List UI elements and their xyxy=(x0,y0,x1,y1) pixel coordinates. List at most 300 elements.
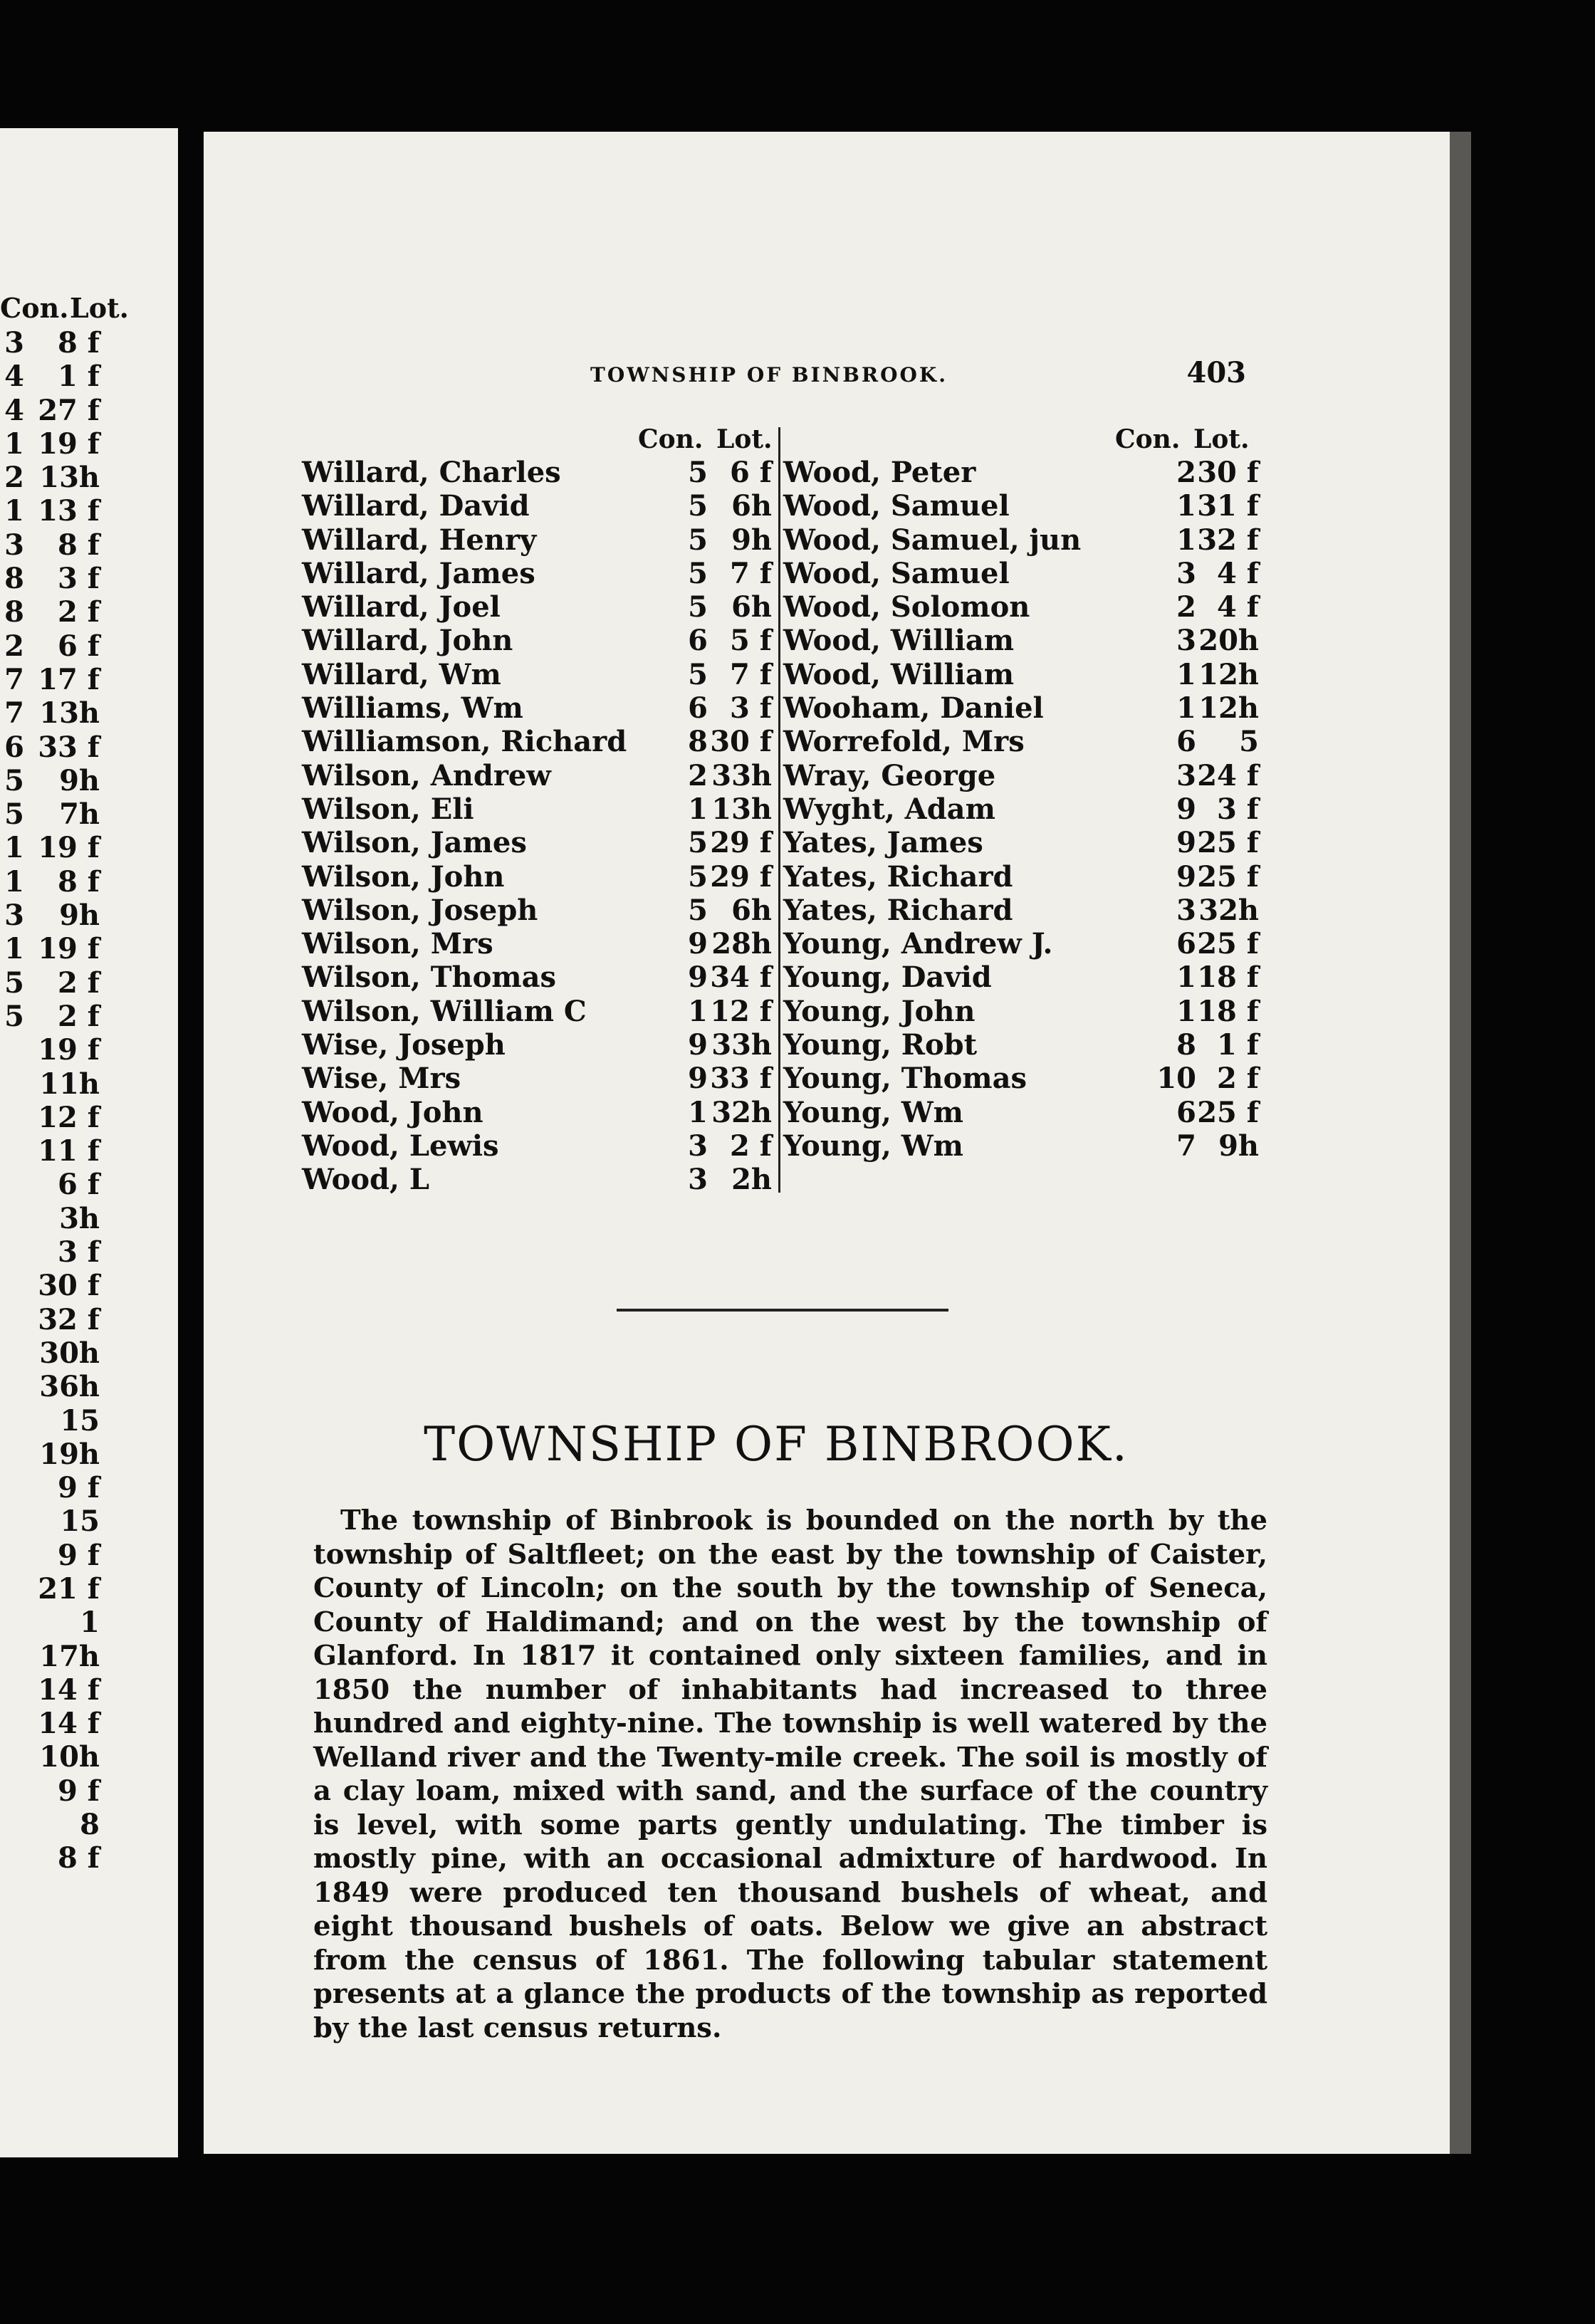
lot-number: 5 xyxy=(1239,725,1259,759)
section-title: TOWNSHIP OF BINBROOK. xyxy=(424,1417,1129,1472)
lot-number: 33h xyxy=(711,1028,772,1062)
concession-number: 6 xyxy=(1176,927,1196,961)
concession-number: 6 xyxy=(1176,725,1196,759)
left-page-lot: 30h xyxy=(39,1336,100,1370)
left-page-lot: 7h xyxy=(59,797,100,832)
left-page-row xyxy=(0,1572,171,1606)
resident-name: Willard, James xyxy=(302,556,535,590)
left-page-lot: 30 f xyxy=(38,1269,100,1303)
left-page-row xyxy=(0,595,171,629)
resident-name: Young, John xyxy=(783,994,976,1028)
left-page-con: 4 xyxy=(4,393,24,427)
lot-number: 34 f xyxy=(710,961,772,995)
left-page-con: 5 xyxy=(4,797,24,832)
resident-name: Wilson, Andrew xyxy=(302,758,551,792)
left-page-con-header: Con. xyxy=(0,292,69,324)
concession-number: 3 xyxy=(1176,758,1196,792)
lot-number: 6 f xyxy=(730,456,772,489)
resident-name: Willard, Henry xyxy=(302,523,537,557)
left-page-lot: 8 f xyxy=(58,1841,100,1875)
resident-name: Young, David xyxy=(783,961,992,995)
lot-number: 33 f xyxy=(710,1062,772,1096)
left-page-con: 6 xyxy=(4,730,24,764)
directory-row xyxy=(302,792,772,826)
resident-name: Wood, John xyxy=(302,1095,483,1129)
left-page-row xyxy=(0,1774,171,1808)
directory-row xyxy=(783,826,1259,860)
left-page-lot: 2 f xyxy=(58,595,100,629)
resident-name: Yates, Richard xyxy=(783,859,1013,894)
left-page-row xyxy=(0,1269,171,1302)
directory-row xyxy=(783,859,1259,894)
directory-row xyxy=(783,792,1259,826)
left-page-con: 7 xyxy=(4,696,24,731)
directory-row xyxy=(783,758,1259,792)
section-body-paragraph: The township of Binbrook is bounded on the north by the township of Saltfleet; on the east by the township of Caister, County of Lincoln; on the south by the township of Seneca, County of Haldimand; and on the west by the township of Glanford. In 1817 it contained only sixteen families, and in 1850 the number of inhabitants had increased to three hundred and eighty-nine. The township is well watered by the Welland river and the Twenty-mile creek. The soil is mostly of a clay loam, mixed with sand, and the surface of the country is level, with some parts gently undulating. The timber is mostly pine, with an occasional admixture of hardwood. In 1849 were produced ten thousand bushels of wheat, and eight thousand bushels of oats. Below we give an abstract from the census of 1861. The following tabular statement presents at a glance the products of the township as reported by the last census returns. xyxy=(313,1504,1267,2044)
directory-row xyxy=(783,590,1259,624)
left-page-row xyxy=(0,797,171,831)
concession-number: 5 xyxy=(688,826,708,860)
lot-number: 25 f xyxy=(1197,1095,1259,1129)
left-page-lot: 8 f xyxy=(58,864,100,899)
left-page-lot: 32 f xyxy=(38,1302,100,1336)
left-page-lot: 2 f xyxy=(58,999,100,1033)
directory-table-left xyxy=(302,456,772,1197)
concession-number: 3 xyxy=(688,1129,708,1163)
left-page-row xyxy=(0,1067,171,1101)
lot-number: 7 f xyxy=(730,556,772,590)
left-page-lot: 17 f xyxy=(38,662,100,696)
left-page-row xyxy=(0,1504,171,1538)
lot-number: 3 f xyxy=(1217,792,1259,826)
left-page-lot: 3 f xyxy=(58,1235,100,1270)
left-page-row xyxy=(0,1707,171,1740)
left-page-con: 2 xyxy=(4,461,24,495)
page-edge xyxy=(1450,132,1471,2154)
directory-row xyxy=(783,1062,1259,1096)
left-page-row xyxy=(0,1303,171,1336)
directory-row xyxy=(302,995,772,1028)
directory-row xyxy=(302,590,772,624)
left-page-row xyxy=(0,865,171,899)
resident-name: Wilson, Joseph xyxy=(302,893,538,927)
directory-row xyxy=(783,1028,1259,1062)
directory-row xyxy=(302,759,772,792)
directory-row xyxy=(302,725,772,758)
resident-name: Willard, Joel xyxy=(302,590,501,624)
left-page-lot: 2 f xyxy=(58,965,100,1000)
left-page-row xyxy=(0,696,171,730)
lot-number: 4 f xyxy=(1217,556,1259,590)
lot-number: 29 f xyxy=(710,826,772,860)
lot-number: 33h xyxy=(711,758,772,792)
directory-row xyxy=(302,961,772,994)
concession-number: 3 xyxy=(688,1163,708,1197)
left-page-lot: 17h xyxy=(39,1639,100,1673)
concession-number: 5 xyxy=(688,893,708,927)
left-page-row xyxy=(0,1134,171,1168)
concession-number: 1 xyxy=(1176,523,1196,557)
left-page-lot: 36h xyxy=(39,1370,100,1404)
lot-number: 6h xyxy=(731,489,772,523)
left-page-row xyxy=(0,1438,171,1471)
resident-name: Young, Wm xyxy=(783,1095,963,1129)
left-page-row xyxy=(0,1808,171,1841)
directory-row xyxy=(302,489,772,523)
left-page-con: 3 xyxy=(4,326,24,360)
left-page-lot: 13h xyxy=(39,461,100,495)
resident-name: Wood, William xyxy=(783,657,1015,691)
resident-name: Wood, Peter xyxy=(783,456,976,489)
concession-number: 9 xyxy=(688,927,708,961)
resident-name: Wise, Mrs xyxy=(302,1062,461,1096)
lot-number: 6h xyxy=(731,590,772,624)
lot-number: 18 f xyxy=(1197,994,1259,1028)
con-header-left: Con. xyxy=(638,424,704,454)
resident-name: Yates, Richard xyxy=(783,893,1013,927)
directory-row xyxy=(302,658,772,691)
concession-number: 9 xyxy=(688,1062,708,1096)
left-page-lot: 19 f xyxy=(38,426,100,461)
lot-number: 5 f xyxy=(730,624,772,658)
left-page-con: 4 xyxy=(4,360,24,394)
lot-number: 3 f xyxy=(730,691,772,726)
concession-number: 1 xyxy=(1176,994,1196,1028)
left-page-con: 3 xyxy=(4,528,24,562)
lot-number: 30 f xyxy=(710,725,772,759)
directory-row xyxy=(783,691,1259,726)
resident-name: Wilson, Eli xyxy=(302,792,474,826)
directory-row xyxy=(783,624,1259,658)
left-page-row xyxy=(0,1202,171,1235)
directory-row xyxy=(302,860,772,894)
concession-number: 5 xyxy=(688,456,708,489)
resident-name: Wooham, Daniel xyxy=(783,691,1044,726)
section-rule xyxy=(617,1309,948,1312)
resident-name: Wood, William xyxy=(783,624,1015,658)
concession-number: 9 xyxy=(1176,792,1196,826)
directory-row xyxy=(302,1062,772,1095)
lot-number: 32h xyxy=(711,1095,772,1129)
left-page-lot: 19 f xyxy=(38,932,100,966)
lot-number: 24 f xyxy=(1197,758,1259,792)
lot-number: 20h xyxy=(1198,624,1259,658)
concession-number: 2 xyxy=(1176,590,1196,624)
left-page-row xyxy=(0,427,171,461)
resident-name: Wood, Lewis xyxy=(302,1129,499,1163)
concession-number: 1 xyxy=(1176,657,1196,691)
left-page-row xyxy=(0,494,171,528)
left-page-lot: 33 f xyxy=(38,730,100,764)
resident-name: Willard, Charles xyxy=(302,456,561,489)
concession-number: 1 xyxy=(1176,691,1196,726)
left-page-lot: 27 f xyxy=(38,393,100,427)
left-page-lot: 1 f xyxy=(58,360,100,394)
left-page-lot: 15 xyxy=(60,1403,100,1438)
resident-name: Wood, Samuel xyxy=(783,556,1010,590)
concession-number: 6 xyxy=(688,691,708,726)
concession-number: 7 xyxy=(1176,1129,1196,1163)
left-page-row xyxy=(0,1168,171,1201)
left-page-lot: 1 xyxy=(80,1606,100,1640)
left-page-lot: 11 f xyxy=(38,1134,100,1168)
left-page-lot: 6 f xyxy=(58,1168,100,1202)
lot-number: 4 f xyxy=(1217,590,1259,624)
left-page-row xyxy=(0,1336,171,1370)
lot-number: 30 f xyxy=(1197,456,1259,489)
left-page-lot: 19 f xyxy=(38,831,100,865)
left-page-row xyxy=(0,1033,171,1067)
left-page-row xyxy=(0,966,171,1000)
left-page-row xyxy=(0,1404,171,1438)
left-page-row xyxy=(0,1000,171,1033)
left-page-lot: 12 f xyxy=(38,1100,100,1134)
left-page-con: 8 xyxy=(4,562,24,596)
concession-number: 5 xyxy=(688,590,708,624)
left-page-con: 1 xyxy=(4,426,24,461)
left-page-row xyxy=(0,394,171,427)
left-page-lot: 8 f xyxy=(58,326,100,360)
resident-name: Young, Robt xyxy=(783,1028,978,1062)
lot-number: 28h xyxy=(711,927,772,961)
resident-name: Wise, Joseph xyxy=(302,1028,506,1062)
left-page-lot: 11h xyxy=(39,1067,100,1101)
concession-number: 5 xyxy=(688,657,708,691)
lot-number: 9h xyxy=(731,523,772,557)
left-page-row xyxy=(0,1471,171,1504)
left-page-row xyxy=(0,764,171,797)
left-page-con: 8 xyxy=(4,595,24,629)
resident-name: Wilson, Thomas xyxy=(302,961,557,995)
concession-number: 9 xyxy=(688,961,708,995)
left-page-lot: 15 xyxy=(60,1504,100,1539)
lot-header-left: Lot. xyxy=(716,424,773,454)
directory-row xyxy=(302,523,772,557)
left-page-row xyxy=(0,1673,171,1707)
left-page-row xyxy=(0,663,171,696)
concession-number: 1 xyxy=(688,994,708,1028)
resident-name: Wood, Samuel xyxy=(783,489,1010,523)
resident-name: Williams, Wm xyxy=(302,691,523,726)
left-page-row xyxy=(0,932,171,965)
resident-name: Willard, David xyxy=(302,489,530,523)
resident-name: Wray, George xyxy=(783,758,996,792)
directory-row xyxy=(302,1129,772,1163)
directory-row xyxy=(783,994,1259,1028)
lot-number: 2 f xyxy=(1217,1062,1259,1096)
lot-number: 25 f xyxy=(1197,927,1259,961)
concession-number: 3 xyxy=(1176,893,1196,927)
left-page-lot: 3h xyxy=(59,1201,100,1235)
concession-number: 9 xyxy=(1176,859,1196,894)
left-page-lot: 9 f xyxy=(58,1774,100,1808)
concession-number: 5 xyxy=(688,489,708,523)
lot-number: 29 f xyxy=(710,859,772,894)
concession-number: 1 xyxy=(688,792,708,826)
resident-name: Wilson, John xyxy=(302,859,505,894)
lot-number: 25 f xyxy=(1197,826,1259,860)
concession-number: 8 xyxy=(688,725,708,759)
left-page-row xyxy=(0,1740,171,1774)
left-page-row xyxy=(0,831,171,864)
concession-number: 2 xyxy=(1176,456,1196,489)
left-page-con: 5 xyxy=(4,763,24,797)
directory-row xyxy=(783,523,1259,557)
resident-name: Wilson, Mrs xyxy=(302,927,493,961)
concession-number: 1 xyxy=(1176,961,1196,995)
directory-row xyxy=(783,725,1259,759)
concession-number: 5 xyxy=(688,523,708,557)
directory-row xyxy=(783,1095,1259,1129)
lot-number: 13h xyxy=(711,792,772,826)
left-page-row xyxy=(0,1841,171,1875)
directory-row xyxy=(302,826,772,859)
lot-number: 2 f xyxy=(730,1129,772,1163)
concession-number: 3 xyxy=(1176,556,1196,590)
lot-number: 1 f xyxy=(1217,1028,1259,1062)
left-page-con: 1 xyxy=(4,864,24,899)
left-page-con: 5 xyxy=(4,965,24,1000)
left-page-con: 1 xyxy=(4,494,24,528)
left-page-lot: 19 f xyxy=(38,1033,100,1067)
left-page-lot: 19h xyxy=(39,1437,100,1471)
resident-name: Williamson, Richard xyxy=(302,725,627,759)
left-page-row xyxy=(0,1606,171,1639)
directory-row xyxy=(783,893,1259,927)
left-page-row xyxy=(0,1101,171,1134)
directory-row xyxy=(783,961,1259,995)
directory-row xyxy=(302,927,772,961)
left-page-row xyxy=(0,326,171,360)
concession-number: 1 xyxy=(688,1095,708,1129)
concession-number: 8 xyxy=(1176,1028,1196,1062)
resident-name: Willard, John xyxy=(302,624,513,658)
left-page-con: 3 xyxy=(4,899,24,933)
concession-number: 2 xyxy=(688,758,708,792)
left-page-lot: 9 f xyxy=(58,1538,100,1572)
lot-number: 12h xyxy=(1198,657,1259,691)
concession-number: 6 xyxy=(1176,1095,1196,1129)
left-page-row xyxy=(0,1370,171,1403)
left-page-lot: 21 f xyxy=(38,1571,100,1606)
resident-name: Young, Andrew J. xyxy=(783,927,1053,961)
lot-number: 32 f xyxy=(1197,523,1259,557)
left-page-lot: 13 f xyxy=(38,494,100,528)
left-page-row xyxy=(0,731,171,764)
lot-header-right: Lot. xyxy=(1193,424,1250,454)
resident-name: Young, Thomas xyxy=(783,1062,1027,1096)
left-page-lot: 13h xyxy=(39,696,100,731)
left-page-row xyxy=(0,562,171,595)
left-page-con: 2 xyxy=(4,629,24,663)
left-page-con: 5 xyxy=(4,999,24,1033)
directory-row xyxy=(783,556,1259,590)
lot-number: 25 f xyxy=(1197,859,1259,894)
left-page-lot: 6 f xyxy=(58,629,100,663)
resident-name: Wilson, William C xyxy=(302,994,587,1028)
resident-name: Wood, Solomon xyxy=(783,590,1030,624)
concession-number: 6 xyxy=(688,624,708,658)
lot-number: 2h xyxy=(731,1163,772,1197)
left-page-con: 1 xyxy=(4,831,24,865)
left-page-lot: 3 f xyxy=(58,562,100,596)
directory-row xyxy=(302,624,772,657)
left-page-rows xyxy=(0,326,171,1875)
directory-table-right xyxy=(783,456,1259,1163)
directory-row xyxy=(302,1163,772,1196)
resident-name: Yates, James xyxy=(783,826,983,860)
lot-number: 32h xyxy=(1198,893,1259,927)
left-page-lot: 8 f xyxy=(58,528,100,562)
running-header: TOWNSHIP OF BINBROOK. xyxy=(590,363,948,387)
resident-name: Wilson, James xyxy=(302,826,527,860)
directory-row xyxy=(783,489,1259,523)
resident-name: Wood, Samuel, jun xyxy=(783,523,1082,557)
left-page-row xyxy=(0,899,171,932)
left-page-row xyxy=(0,1235,171,1269)
lot-number: 7 f xyxy=(730,657,772,691)
left-page-lot-header: Lot. xyxy=(70,292,129,324)
left-page-lot: 10h xyxy=(39,1740,100,1774)
concession-number: 9 xyxy=(1176,826,1196,860)
directory-row xyxy=(302,691,772,725)
directory-row xyxy=(302,894,772,927)
concession-number: 5 xyxy=(688,556,708,590)
left-page-row xyxy=(0,528,171,562)
concession-number: 1 xyxy=(1176,489,1196,523)
book-gutter xyxy=(178,128,204,2157)
directory-row xyxy=(302,1028,772,1062)
directory-row xyxy=(783,1129,1259,1163)
directory-row xyxy=(302,456,772,489)
resident-name: Young, Wm xyxy=(783,1129,963,1163)
lot-number: 12 f xyxy=(710,994,772,1028)
lot-number: 12h xyxy=(1198,691,1259,726)
directory-row xyxy=(302,557,772,590)
left-page-lot: 8 xyxy=(80,1808,100,1842)
left-page-row xyxy=(0,461,171,494)
left-page-lot: 14 f xyxy=(38,1673,100,1707)
concession-number: 10 xyxy=(1156,1062,1196,1096)
resident-name: Willard, Wm xyxy=(302,657,501,691)
left-page-lot: 9 f xyxy=(58,1471,100,1505)
con-header-right: Con. xyxy=(1115,424,1181,454)
concession-number: 9 xyxy=(688,1028,708,1062)
resident-name: Worrefold, Mrs xyxy=(783,725,1025,759)
column-divider xyxy=(778,427,780,1193)
left-page-lot: 9h xyxy=(59,899,100,933)
left-page-row xyxy=(0,360,171,393)
lot-number: 9h xyxy=(1218,1129,1259,1163)
directory-row xyxy=(302,1096,772,1129)
resident-name: Wyght, Adam xyxy=(783,792,995,826)
left-page-lot: 9h xyxy=(59,763,100,797)
concession-number: 3 xyxy=(1176,624,1196,658)
lot-number: 31 f xyxy=(1197,489,1259,523)
left-page-con: 1 xyxy=(4,932,24,966)
left-page-lot: 14 f xyxy=(38,1707,100,1741)
directory-row xyxy=(783,657,1259,691)
lot-number: 6h xyxy=(731,893,772,927)
left-page-row xyxy=(0,1539,171,1572)
lot-number: 18 f xyxy=(1197,961,1259,995)
left-page-con: 7 xyxy=(4,662,24,696)
directory-row xyxy=(783,456,1259,489)
page-number: 403 xyxy=(1186,356,1246,389)
directory-row xyxy=(783,927,1259,961)
left-page-row xyxy=(0,629,171,663)
concession-number: 5 xyxy=(688,859,708,894)
